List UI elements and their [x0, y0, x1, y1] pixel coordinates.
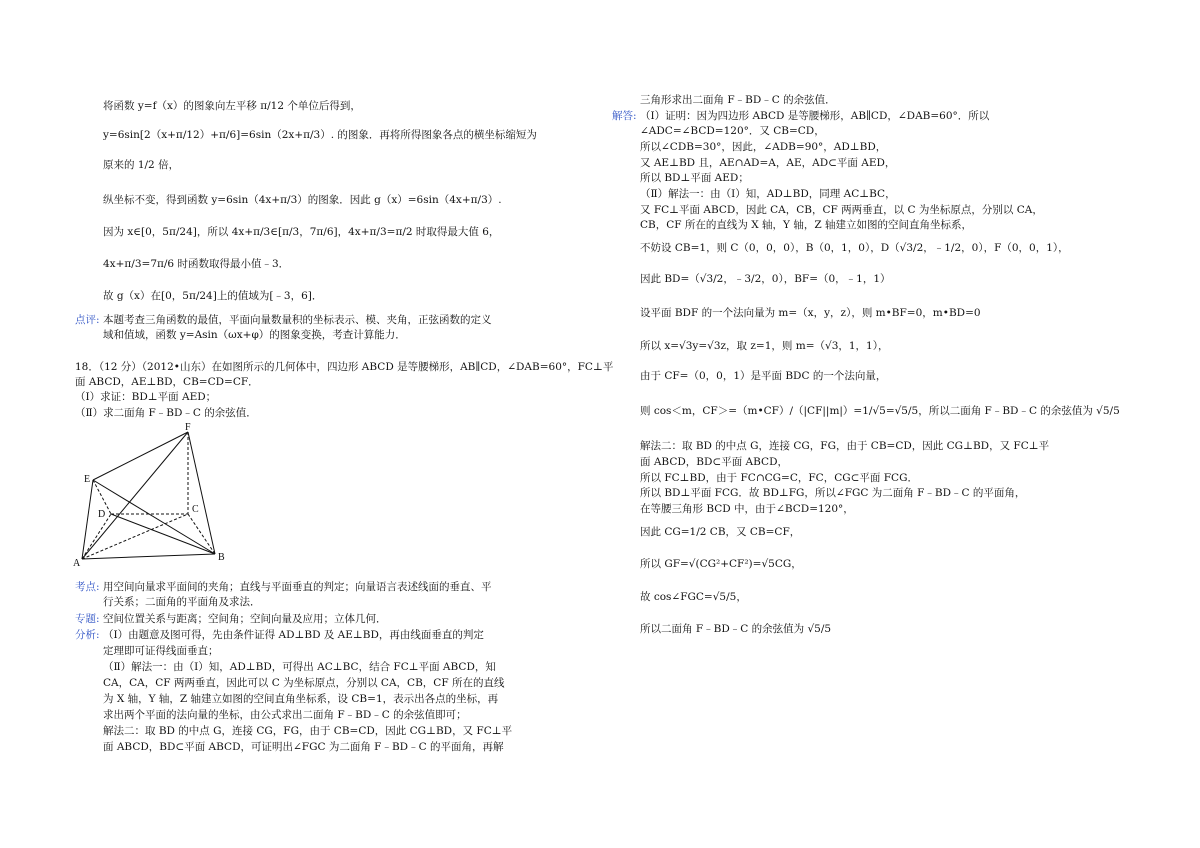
jieda-line-9: 不妨设 CB=1，则 C（0，0，0），B（0，1，0），D（√3/2，﹣1/2，0），F（0，0，1）， [640, 242, 1069, 254]
comment-line-1: 本题考查三角函数的最值，平面向量数量积的坐标表示、模、夹角，正弦函数的定义 [103, 314, 492, 326]
jieda-line-22: 故 cos∠FGC=√5/5， [640, 591, 747, 603]
kaodian-line-2: 行关系；二面角的平面角及求法． [103, 596, 261, 608]
problem-line-1: 18．（12 分）（2012•山东）在如图所示的几何体中，四边形 ABCD 是等腰梯形，AB∥CD，∠DAB=60°，FC⊥平 [75, 361, 614, 373]
sol-line-7: 故 g（x）在[0，5π/24]上的值域为[﹣3，6]． [103, 290, 323, 302]
edge-af [82, 432, 188, 559]
sol-line-4: 纵坐标不变，得到函数 y=6sin（4x+π/3）的图象．因此 g（x）=6sin（4x+π/3）. [103, 194, 502, 206]
edge-eb [93, 480, 215, 554]
problem-line-2: 面 ABCD，AE⊥BD，CB=CD=CF． [75, 376, 259, 388]
jieda-line-23: 所以二面角 F﹣BD﹣C 的余弦值为 √5/5 [640, 623, 832, 635]
geometry-figure [70, 420, 240, 570]
fenxi-line-7: 解法二：取 BD 的中点 G，连接 CG，FG，由于 CB=CD，因此 CG⊥BD，又 FC⊥平 [103, 725, 513, 737]
comment-label: 点评: [75, 314, 100, 326]
jieda-line-20: 因此 CG=1/2 CB，又 CB=CF， [640, 526, 801, 538]
comment-line-2: 域和值域，函数 y=Asin（ωx+φ）的图象变换，考查计算能力． [103, 329, 406, 341]
problem-line-3: （Ⅰ）求证：BD⊥平面 AED； [75, 391, 217, 403]
jieda-line-4: 又 AE⊥BD 且，AE∩AD=A，AE，AD⊂平面 AED， [640, 157, 896, 169]
edge-ac [82, 514, 188, 559]
sol-line-1: 将函数 y=f（x）的图象向左平移 π/12 个单位后得到， [103, 100, 361, 112]
jieda-line-8: CB，CF 所在的直线为 X 轴，Y 轴，Z 轴建立如图的空间直角坐标系， [640, 219, 972, 231]
sol-line-6: 4x+π/3=7π/6 时函数取得最小值﹣3． [103, 258, 290, 270]
fenxi-continued: 三角形求出二面角 F﹣BD﹣C 的余弦值． [640, 94, 836, 106]
sol-line-2: y=6sin[2（x+π/12）+π/6]=6sin（2x+π/3）. 的图象．再将所得图象各点的横坐标缩短为 [103, 129, 537, 141]
jieda-line-18: 所以 BD⊥平面 FCG．故 BD⊥FG，所以∠FGC 为二面角 F﹣BD﹣C 的平面角， [640, 487, 1026, 499]
jieda-line-19: 在等腰三角形 BCD 中，由于∠BCD=120°， [640, 503, 854, 515]
jieda-line-6: （Ⅱ）解法一：由（Ⅰ）知，AD⊥BD，同理 AC⊥BC， [640, 188, 896, 200]
label-d: D [98, 509, 106, 520]
label-f: F [185, 422, 191, 433]
zhuanti-label: 专题: [75, 613, 100, 625]
label-c: C [192, 504, 199, 515]
jieda-line-15: 解法二：取 BD 的中点 G，连接 CG，FG，由于 CB=CD，因此 CG⊥BD，又 FC⊥平 [640, 440, 1050, 452]
sol-line-5: 因为 x∈[0，5π/24]，所以 4x+π/3∈[π/3，7π/6]，4x+π/3=π/2 时取得最大值 6， [103, 226, 500, 238]
edge-ef [93, 432, 188, 480]
fenxi-line-6: 求出两个平面的法向量的坐标，由公式求出二面角 F﹣BD﹣C 的余弦值即可； [103, 709, 467, 721]
zhuanti-text: 空间位置关系与距离；空间角；空间向量及应用；立体几何． [103, 613, 387, 625]
fenxi-line-5: 为 X 轴，Y 轴，Z 轴建立如图的空间直角坐标系，设 CB=1，表示出各点的坐标，再 [103, 693, 499, 705]
label-b: B [218, 552, 225, 563]
kaodian-label: 考点: [75, 581, 100, 593]
jieda-line-13: 由于 CF=（0，0，1）是平面 BDC 的一个法向量， [640, 370, 887, 382]
fenxi-line-3: （Ⅱ）解法一：由（Ⅰ）知，AD⊥BD，可得出 AC⊥BC，结合 FC⊥平面 ABCD，知 [103, 661, 496, 673]
problem-line-4: （Ⅱ）求二面角 F﹣BD﹣C 的余弦值． [75, 407, 257, 419]
jieda-line-3: 所以∠CDB=30°，因此，∠ADB=90°，AD⊥BD， [640, 141, 887, 153]
jieda-line-17: 所以 FC⊥BD，由于 FC∩CG=C，FC，CG⊂平面 FCG． [640, 472, 918, 484]
jieda-line-16: 面 ABCD，BD⊂平面 ABCD， [640, 456, 788, 468]
kaodian-line-1: 用空间向量求平面间的夹角；直线与平面垂直的判定；向量语言表述线面的垂直、平 [103, 581, 492, 593]
jieda-label: 解答: [612, 110, 637, 122]
jieda-line-10: 因此 BD=（√3/2，﹣3/2，0），BF=（0，﹣1，1） [640, 273, 891, 285]
fenxi-line-1: （Ⅰ）由题意及图可得，先由条件证得 AD⊥BD 及 AE⊥BD，再由线面垂直的判定 [103, 629, 484, 641]
sol-line-3: 原来的 1/2 倍， [103, 159, 180, 171]
edge-ad [82, 514, 111, 559]
jieda-line-21: 所以 GF=√(CG²+CF²)=√5CG， [640, 558, 802, 570]
label-a: A [73, 558, 81, 569]
jieda-line-14: 则 cos＜m，CF＞=（m•CF）/（|CF||m|）=1/√5=√5/5，所以二面角 F﹣BD﹣C 的余弦值为 √5/5 [640, 405, 1120, 417]
edge-db [111, 514, 215, 554]
jieda-line-11: 设平面 BDF 的一个法向量为 m=（x，y，z），则 m•BF=0，m•BD=0 [640, 307, 981, 319]
fenxi-line-4: CA，CA，CF 两两垂直，因此可以 C 为坐标原点，分别以 CA，CB，CF 所在的直线 [103, 677, 505, 689]
jieda-line-12: 所以 x=√3y=√3z，取 z=1，则 m=（√3，1，1）， [640, 340, 889, 352]
fenxi-line-2: 定理即可证得线面垂直； [103, 645, 219, 657]
edge-fb [188, 432, 215, 554]
jieda-line-2: ∠ADC=∠BCD=120°．又 CB=CD， [640, 125, 825, 137]
jieda-line-7: 又 FC⊥平面 ABCD，因此 CA，CB，CF 两两垂直，以 C 为坐标原点，分别以 CA， [640, 204, 1043, 216]
jieda-line-1: （Ⅰ）证明：因为四边形 ABCD 是等腰梯形，AB∥CD，∠DAB=60°．所以 [640, 110, 990, 122]
fenxi-line-8: 面 ABCD，BD⊂平面 ABCD，可证明出∠FGC 为二面角 F﹣BD﹣C 的平面角，再解 [103, 741, 504, 753]
label-e: E [84, 474, 91, 485]
edge-ab [82, 554, 215, 559]
jieda-line-5: 所以 BD⊥平面 AED； [640, 172, 749, 184]
fenxi-label: 分析: [75, 629, 100, 641]
